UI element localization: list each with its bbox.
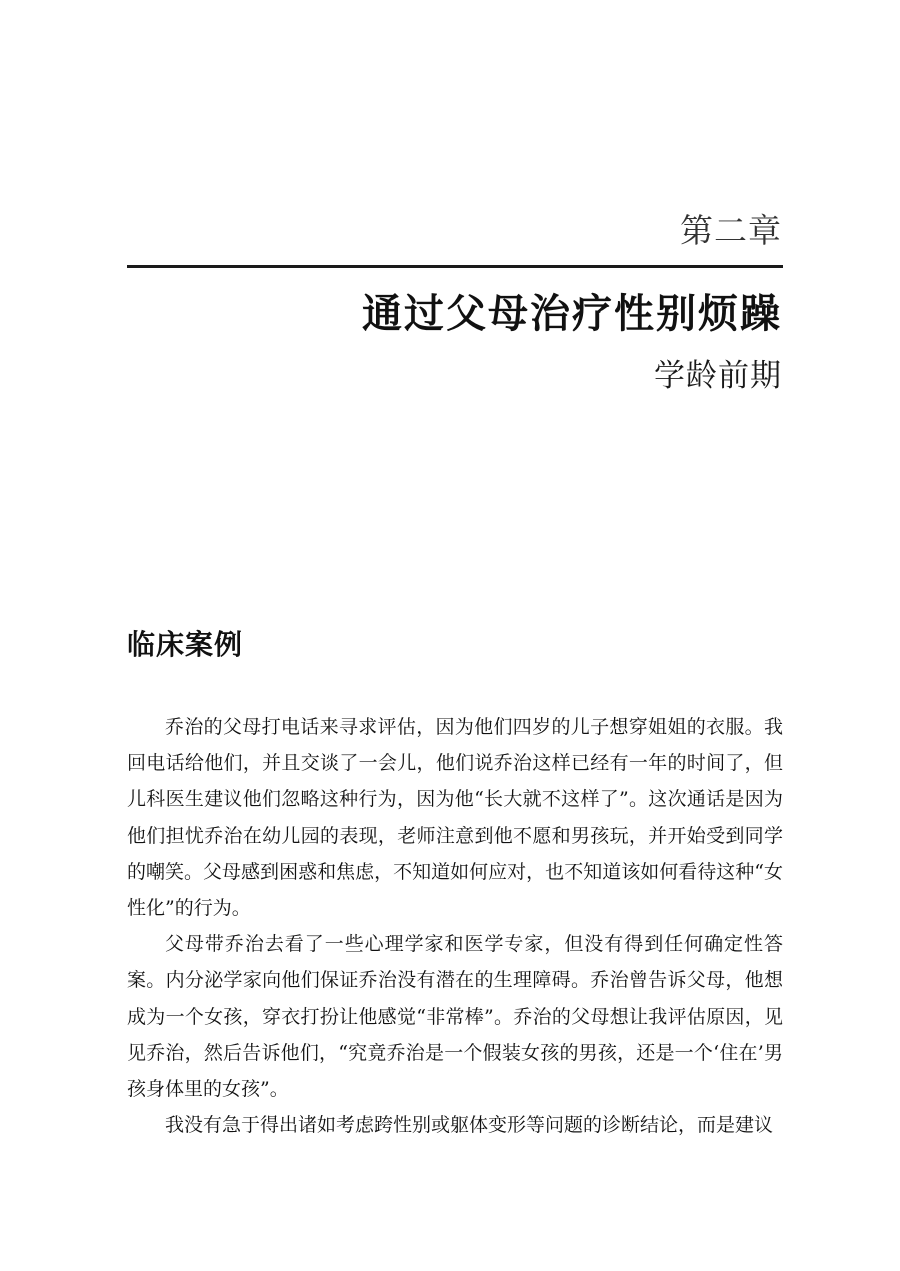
chapter-title: 通过父母治疗性别烦躁: [362, 291, 782, 337]
chapter-subtitle: 学龄前期: [654, 358, 782, 394]
chapter-divider: [127, 265, 783, 268]
paragraph: 乔治的父母打电话来寻求评估，因为他们四岁的儿子想穿姐姐的衣服。我回电话给他们，并且交谈了一会儿，他们说乔治这样已经有一年的时间了，但儿科医生建议他们忽略这种行为，因为他“长大就不这样了”。这次通话是因为他们担忧乔治在幼儿园的表现，老师注意到他不愿和男孩玩，并开始受到同学的嘲笑。父母感到困惑和焦虑，不知道如何应对，也不知道该如何看待这种“女性化”的行为。: [127, 716, 783, 920]
body-text: [127, 709, 783, 1143]
paragraph: 我没有急于得出诸如考虑跨性别或躯体变形等问题的诊断结论，而是建议: [165, 1114, 774, 1137]
chapter-label: 第二章: [680, 211, 782, 250]
paragraph: 父母带乔治去看了一些心理学家和医学专家，但没有得到任何确定性答案。内分泌学家向他们保证乔治没有潜在的生理障碍。乔治曾告诉父母，他想成为一个女孩，穿衣打扮让他感觉“非常棒”。乔治的父母想让我评估原因，见见乔治，然后告诉他们，“究竟乔治是一个假装女孩的男孩，还是一个‘住在’男孩身体里的女孩”。: [127, 933, 783, 1101]
section-heading: 临床案例: [127, 628, 244, 661]
